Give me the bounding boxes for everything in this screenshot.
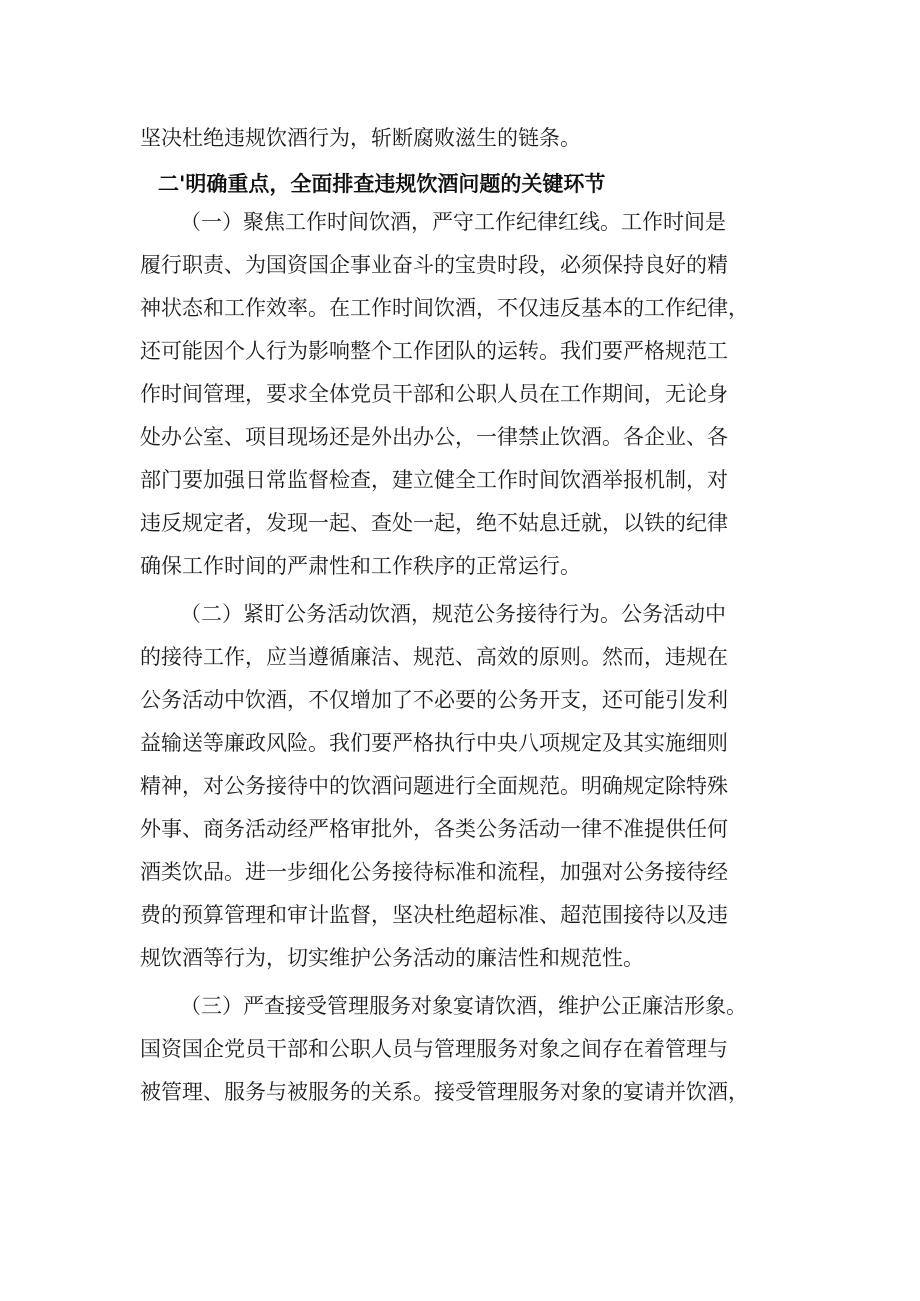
paragraph-line: 酒类饮品。进一步细化公务接待标准和流程，加强对公务接待经 bbox=[140, 860, 728, 884]
intro-line: 坚决杜绝违规饮酒行为，斩断腐败滋生的链条。 bbox=[140, 126, 581, 150]
paragraph-line: 履行职责、为国资国企事业奋斗的宝贵时段，必须保持良好的精 bbox=[140, 253, 728, 277]
paragraph-line: 精神，对公务接待中的饮酒问题进行全面规范。明确规定除特殊 bbox=[140, 774, 728, 798]
section-heading: 二'明确重点，全面排查违规饮酒问题的关键环节 bbox=[158, 172, 606, 196]
paragraph-line: 作时间管理，要求全体党员干部和公职人员在工作期间，无论身 bbox=[140, 382, 728, 406]
paragraph-line: 公务活动中饮酒，不仅增加了不必要的公务开支，还可能引发利 bbox=[140, 688, 728, 712]
paragraph-line: （三）严查接受管理服务对象宴请饮酒，维护公正廉洁形象。 bbox=[180, 994, 747, 1018]
paragraph-line: （二）紧盯公务活动饮酒，规范公务接待行为。公务活动中 bbox=[180, 602, 726, 626]
paragraph-line: 部门要加强日常监督检查，建立健全工作时间饮酒举报机制，对 bbox=[140, 468, 728, 492]
paragraph-line: 规饮酒等行为，切实维护公务活动的廉洁性和规范性。 bbox=[140, 946, 644, 970]
paragraph-line: 费的预算管理和审计监督，坚决杜绝超标准、超范围接待以及违 bbox=[140, 903, 728, 927]
paragraph-line: 被管理、服务与被服务的关系。接受管理服务对象的宴请并饮酒， bbox=[140, 1080, 749, 1104]
paragraph-line: 神状态和工作效率。在工作时间饮酒，不仅违反基本的工作纪律， bbox=[140, 296, 749, 320]
paragraph-line: 的接待工作，应当遵循廉洁、规范、高效的原则。然而，违规在 bbox=[140, 645, 728, 669]
paragraph-line: 国资国企党员干部和公职人员与管理服务对象之间存在着管理与 bbox=[140, 1037, 728, 1061]
paragraph-line: 处办公室、项目现场还是外出办公，一律禁止饮酒。各企业、各 bbox=[140, 425, 728, 449]
paragraph-line: 益输送等廉政风险。我们要严格执行中央八项规定及其实施细则 bbox=[140, 731, 728, 755]
paragraph-line: 确保工作时间的严肃性和工作秩序的正常运行。 bbox=[140, 554, 581, 578]
paragraph-line: 外事、商务活动经严格审批外，各类公务活动一律不准提供任何 bbox=[140, 817, 728, 841]
paragraph-line: 违反规定者，发现一起、查处一起，绝不姑息迁就，以铁的纪律 bbox=[140, 511, 728, 535]
paragraph-line: 还可能因个人行为影响整个工作团队的运转。我们要严格规范工 bbox=[140, 339, 728, 363]
paragraph-line: （一）聚焦工作时间饮酒，严守工作纪律红线。工作时间是 bbox=[180, 210, 726, 234]
